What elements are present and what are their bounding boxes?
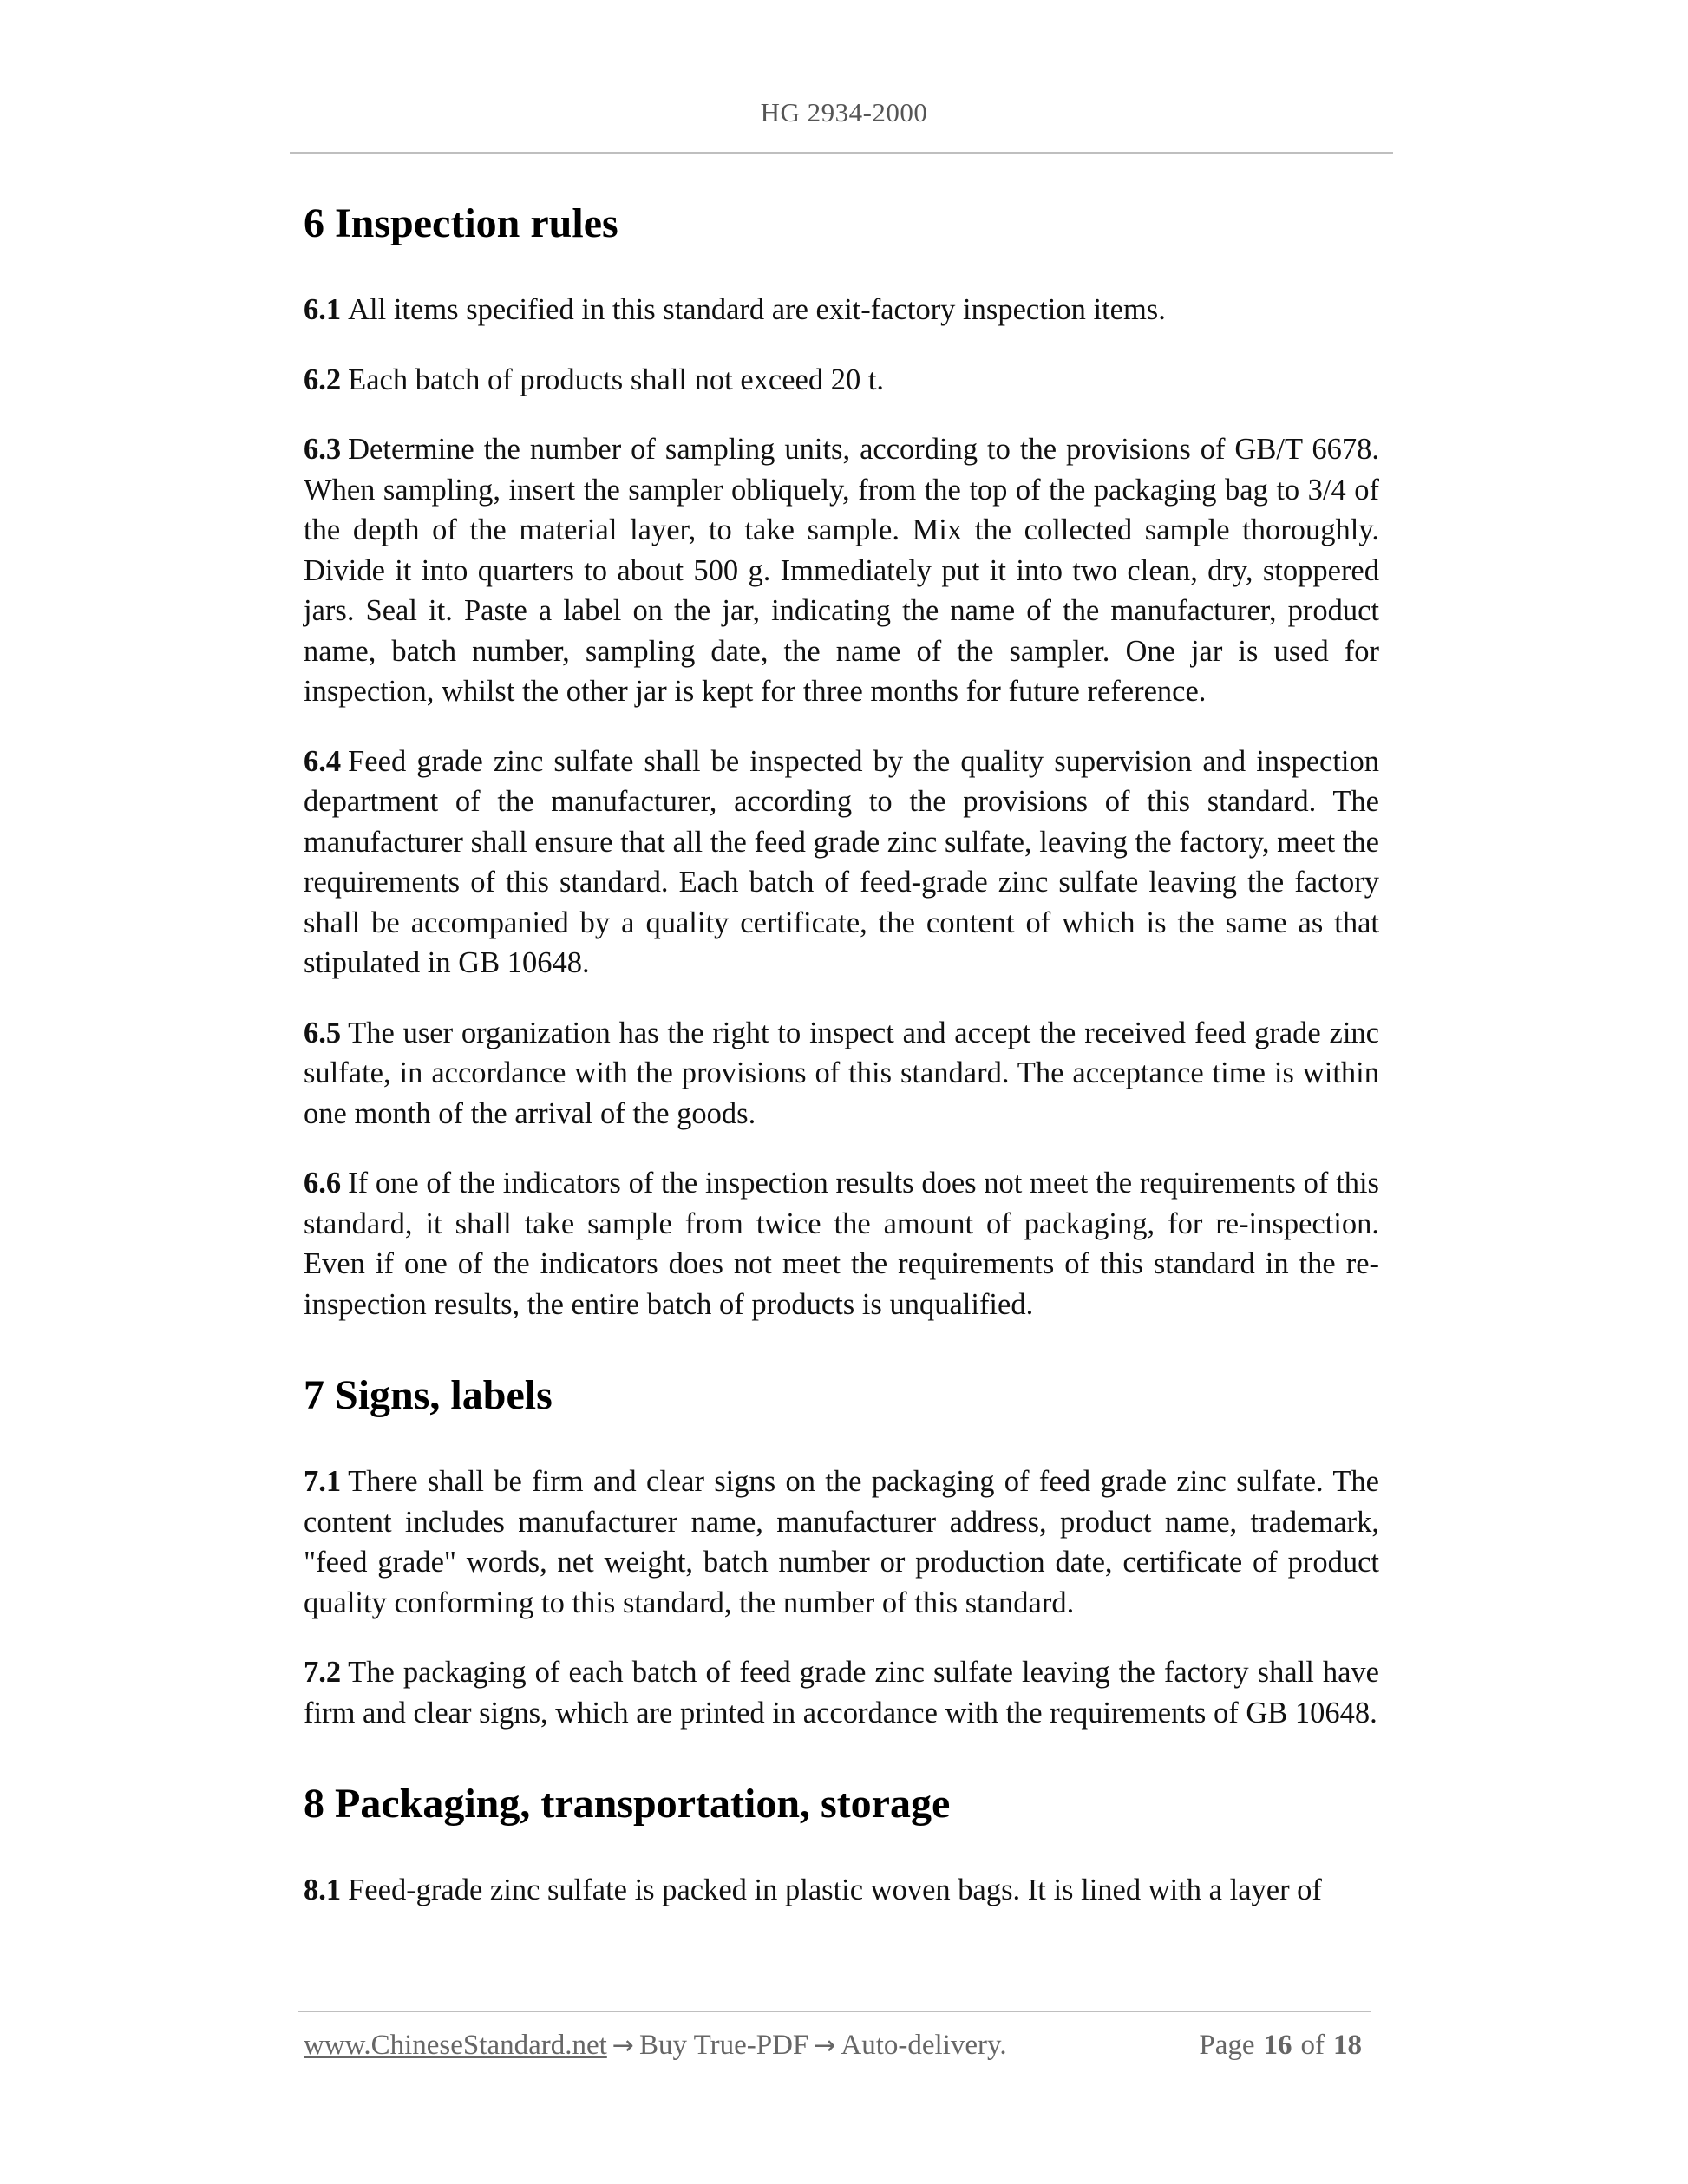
- clause: [304, 1870, 1379, 1911]
- auto-delivery-label: Auto-delivery.: [841, 2030, 1007, 2061]
- clause-text: The packaging of each batch of feed grade zinc sulfate leaving the factory shall have firm and clear signs, which are printed in accordance with the requirements of GB 10648.: [304, 1656, 1379, 1730]
- page-current: 16: [1263, 2030, 1292, 2061]
- clause-text: The user organization has the right to inspect and accept the received feed grade zinc sulfate, in accordance with the provisions of this standard. The acceptance time is within one month of the arrival of the goods.: [304, 1016, 1379, 1130]
- section-heading: 8 Packaging, transportation, storage: [304, 1781, 951, 1827]
- page-body: [304, 198, 1379, 1940]
- footer-divider: [298, 2011, 1371, 2012]
- right-arrow-icon: →: [814, 2030, 836, 2061]
- footer-promo: [304, 2030, 1007, 2062]
- clause-number: 7.1: [304, 1465, 342, 1498]
- clause: [304, 1652, 1379, 1733]
- clause-text: Feed grade zinc sulfate shall be inspected by the quality supervision and inspection department of the manufacturer, according to the provisions of this standard. The manufacturer shall ensure that all the feed grade zinc sulfate, leaving the factory, meet the requirements of this standard. Each batch of feed-grade zinc sulfate leaving the factory shall be accompanied by a quality certificate, the content of which is the same as that stipulated in GB 10648.: [304, 744, 1379, 979]
- clause-number: 8.1: [304, 1873, 342, 1906]
- section-7: [304, 1370, 1379, 1733]
- page-total: 18: [1333, 2030, 1362, 2061]
- buy-pdf-label: Buy True-PDF: [638, 2030, 809, 2061]
- clause: [304, 360, 1379, 401]
- site-link[interactable]: www.ChineseStandard.net: [304, 2030, 607, 2061]
- clause-number: 7.2: [304, 1656, 342, 1689]
- page-footer: [304, 2030, 1371, 2062]
- page-header-standard-code: HG 2934-2000: [760, 97, 928, 128]
- clause-number: 6.6: [304, 1167, 342, 1200]
- clause-number: 6.1: [304, 293, 342, 326]
- right-arrow-icon: →: [612, 2030, 634, 2061]
- section-heading: 7 Signs, labels: [304, 1372, 553, 1418]
- clause-text: All items specified in this standard are exit-factory inspection items.: [348, 293, 1166, 326]
- clause-number: 6.5: [304, 1016, 342, 1049]
- clause: [304, 290, 1379, 330]
- clause: [304, 742, 1379, 984]
- clause-text: There shall be firm and clear signs on the packaging of feed grade zinc sulfate. The content includes manufacturer name, manufacturer address, product name, trademark, "feed grade" words, net weight, batch number or production date, certificate of product quality conforming to this standard, the number of this standard.: [304, 1465, 1379, 1619]
- clause: [304, 429, 1379, 712]
- clause-text: Feed-grade zinc sulfate is packed in plastic woven bags. It is lined with a layer of: [348, 1873, 1322, 1906]
- clause-number: 6.2: [304, 363, 342, 396]
- clause: [304, 1013, 1379, 1135]
- section-8: [304, 1778, 1379, 1911]
- section-6: [304, 198, 1379, 1324]
- clause: [304, 1163, 1379, 1324]
- page-label: Page: [1199, 2030, 1255, 2061]
- of-label: of: [1300, 2030, 1325, 2061]
- header-divider: [290, 152, 1393, 154]
- clause-text: Determine the number of sampling units, according to the provisions of GB/T 6678. When sampling, insert the sampler obliquely, from the top of the packaging bag to 3/4 of the depth of the material layer, to take sample. Mix the collected sample thoroughly. Divide it into quarters to about 500 g. Immediately put it into two clean, dry, stoppered jars. Seal it. Paste a label on the jar, indicating the name of the manufacturer, product name, batch number, sampling date, the name of the sampler. One jar is used for inspection, whilst the other jar is kept for three months for future reference.: [304, 433, 1379, 708]
- clause-text: If one of the indicators of the inspection results does not meet the requirements of this standard, it shall take sample from twice the amount of packaging, for re-inspection. Even if one of the indicators does not meet the requirements of this standard in the re-inspection results, the entire batch of products is unqualified.: [304, 1167, 1379, 1321]
- clause: [304, 1461, 1379, 1623]
- clause-number: 6.3: [304, 433, 342, 466]
- clause-text: Each batch of products shall not exceed 20 t.: [348, 363, 885, 396]
- clause-number: 6.4: [304, 744, 342, 778]
- page-number: [1199, 2030, 1371, 2062]
- section-heading: 6 Inspection rules: [304, 200, 618, 246]
